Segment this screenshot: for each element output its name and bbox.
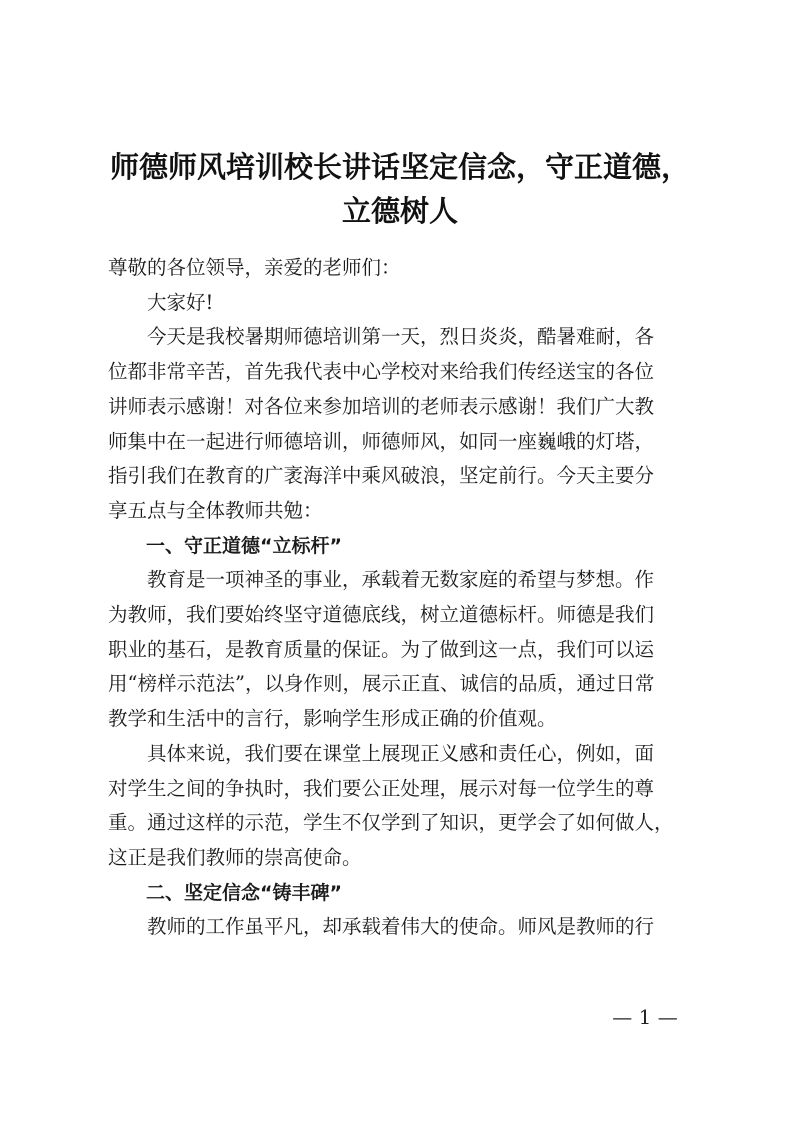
section1-line: 具体来说，我们要在课堂上展现正义感和责任心，例如，面 (147, 741, 655, 765)
greeting: 大家好! (147, 290, 214, 314)
intro-line: 指引我们在教育的广袤海洋中乘风破浪，坚定前行。今天主要分 (108, 464, 655, 488)
salutation: 尊敬的各位领导，亲爱的老师们： (108, 256, 401, 279)
section1-paragraph-1 (108, 563, 692, 737)
section1-line: 为教师，我们要始终坚守道德底线，树立道德标杆。师德是我们 (108, 603, 655, 627)
intro-paragraph (108, 320, 692, 528)
intro-line: 今天是我校暑期师德培训第一天，烈日炎炎，酷暑难耐，各 (147, 325, 655, 349)
title-line-2: 立德树人 (341, 194, 458, 228)
section1-line: 用“榜样示范法”，以身作则，展示正直、诚信的品质，通过日常 (108, 672, 655, 696)
page-number: — 1 — (612, 1005, 678, 1029)
document-body (108, 251, 692, 945)
section1-line: 对学生之间的争执时，我们要公正处理，展示对每一位学生的尊 (108, 776, 655, 800)
intro-line: 位都非常辛苦，首先我代表中心学校对来给我们传经送宝的各位 (108, 360, 655, 384)
intro-line: 讲师表示感谢！对各位来参加培训的老师表示感谢！我们广大教 (108, 394, 655, 418)
section1-line: 这正是我们教师的崇高使命。 (108, 845, 362, 869)
section1-line: 职业的基石，是教育质量的保证。为了做到这一点，我们可以运 (108, 637, 655, 661)
section2-paragraph-1 (108, 910, 692, 945)
intro-line: 师集中在一起进行师德培训，师德师风，如同一座巍峨的灯塔， (108, 429, 655, 453)
section-heading-1: 一、守正道德“立标杆” (146, 534, 342, 557)
title-line-1: 师德师风培训校长讲话坚定信念，守正道德， (109, 150, 690, 184)
section1-line: 教育是一项神圣的事业，承载着无数家庭的希望与梦想。作 (147, 568, 655, 592)
document-title (100, 145, 700, 233)
section2-line: 教师的工作虽平凡，却承载着伟大的使命。师风是教师的行 (147, 915, 655, 939)
section-heading-2: 二、坚定信念“铸丰碑” (146, 881, 342, 904)
section1-paragraph-2 (108, 737, 692, 876)
section1-line: 教学和生活中的言行，影响学生形成正确的价值观。 (108, 707, 557, 731)
section1-line: 重。通过这样的示范，学生不仅学到了知识，更学会了如何做人， (108, 811, 674, 835)
intro-line: 享五点与全体教师共勉： (108, 498, 323, 522)
